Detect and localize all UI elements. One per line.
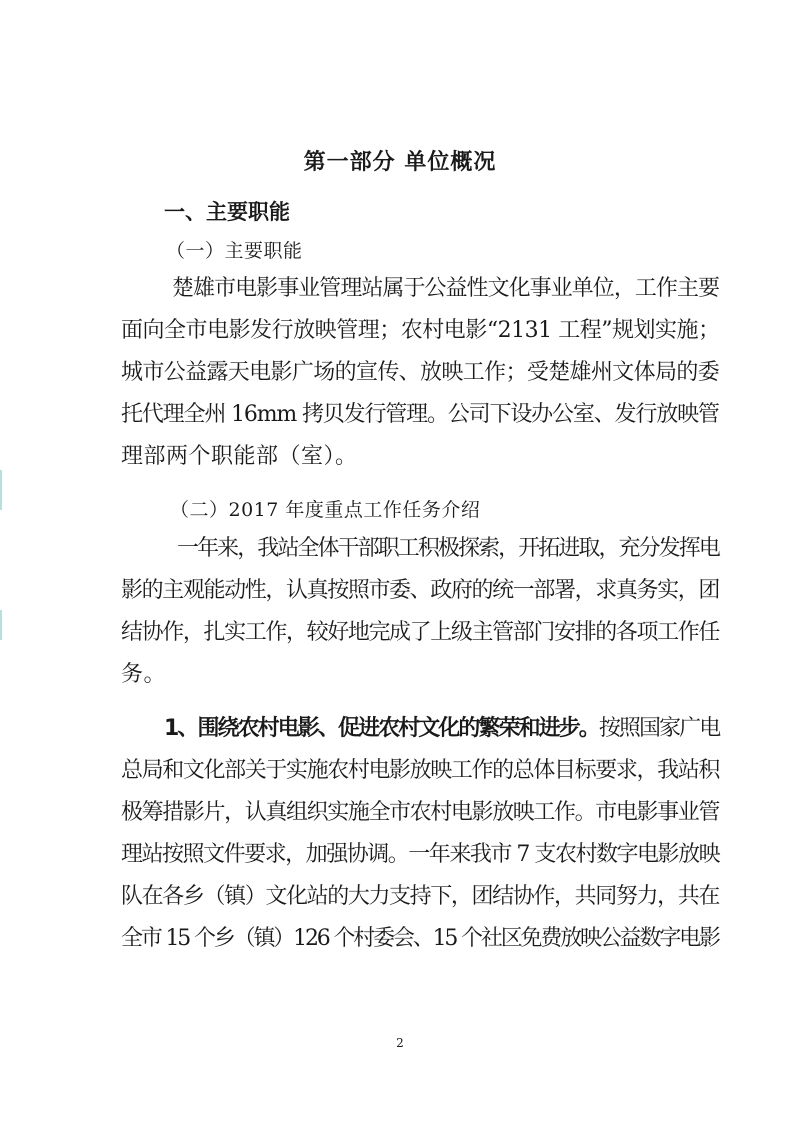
paragraph-line: 理站按照文件要求，加强协调。一年来我市 7 支农村数字电影放映 [121,842,720,867]
paragraph-line: 影的主观能动性，认真按照市委、政府的统一部署，求真务实，团 [121,578,719,603]
paragraph-line: 托代理全州 16mm 拷贝发行管理。公司下设办公室、发行放映管 [121,402,719,427]
paragraph-line: 理部两个职能部（室）。 [121,444,358,469]
page-title: 第一部分 单位概况 [303,150,497,175]
item-first-line-rest: 按照国家广电 [598,716,720,741]
paragraph-line: 城市公益露天电影广场的宣传、放映工作；受楚雄州文体局的委 [121,360,720,385]
item-lead-rural-film: 1、围绕农村电影、促进农村文化的繁荣和进步。 [164,716,599,741]
paragraph-line: 极筹措影片，认真组织实施全市农村电影放映工作。市电影事业管 [121,800,719,825]
paragraph-line [164,716,719,742]
paragraph-line: 务。 [121,662,167,687]
scan-edge-mark [0,610,2,640]
scan-edge-mark [0,470,2,510]
paragraph-line: 楚雄市电影事业管理站属于公益性文化事业单位，工作主要 [172,276,720,301]
subsection-heading-key-tasks: （二）2017 年度重点工作任务介绍 [170,499,481,521]
paragraph-line: 一年来，我站全体干部职工积极探索，开拓进取，充分发挥电 [177,536,719,561]
paragraph-line: 队在各乡（镇）文化站的大力支持下，团结协作，共同努力，共在 [121,884,719,909]
paragraph-line: 面向全市电影发行放映管理；农村电影“2131 工程”规划实施； [121,318,720,343]
paragraph-line: 总局和文化部关于实施农村电影放映工作的总体目标要求，我站积 [121,758,719,783]
subsection-heading-functions: （一）主要职能 [166,240,303,262]
section-heading-main-functions: 一、主要职能 [164,200,290,224]
page-number: 2 [396,1036,404,1050]
paragraph-line: 结协作，扎实工作，较好地完成了上级主管部门安排的各项工作任 [121,620,719,645]
paragraph-line: 全市 15 个乡（镇）126 个村委会、15 个社区免费放映公益数字电影 [121,926,719,951]
